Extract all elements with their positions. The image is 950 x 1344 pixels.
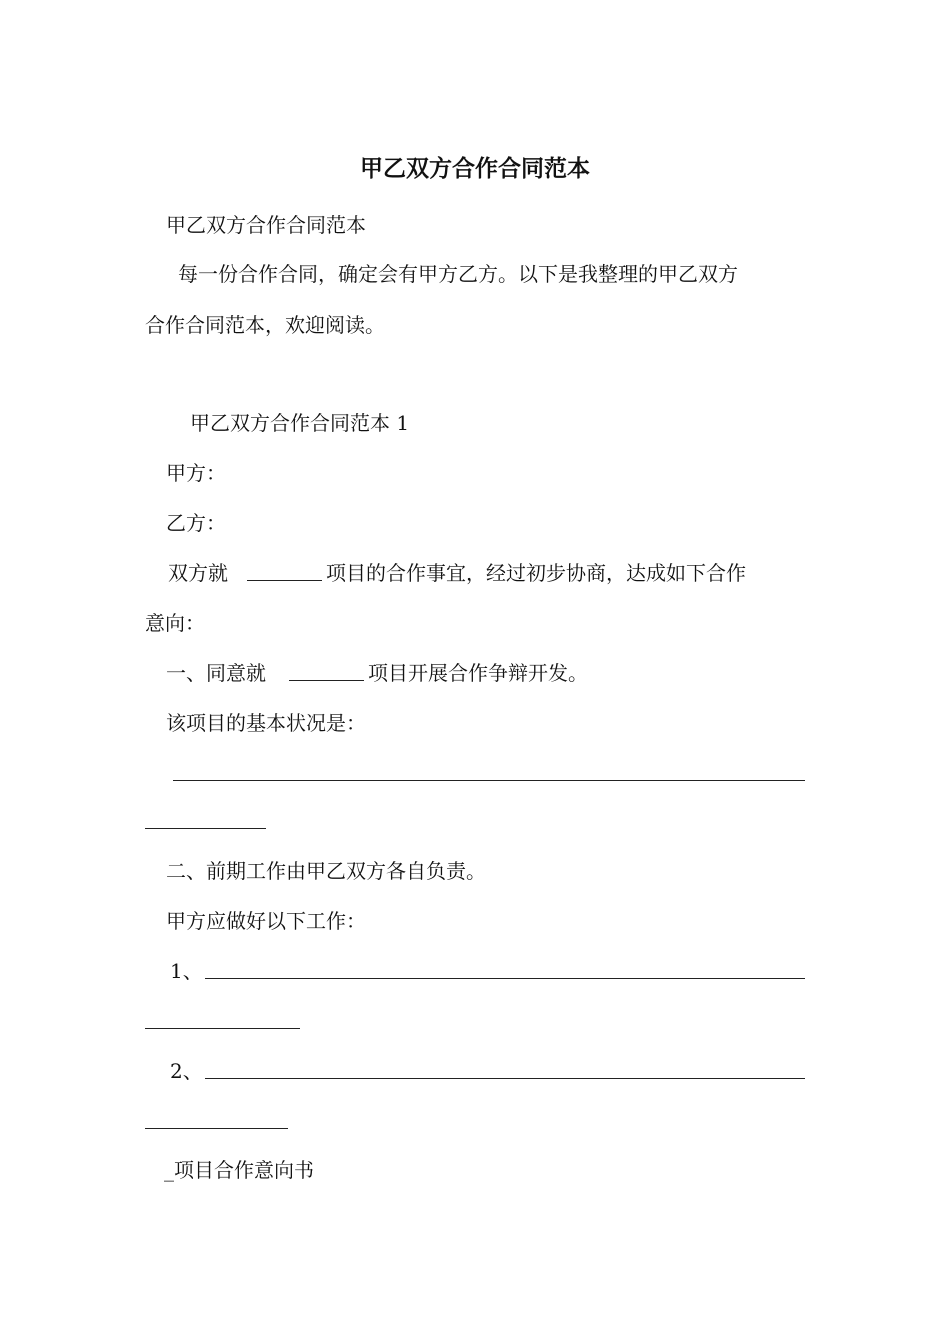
project-name-blank-2	[289, 680, 364, 681]
section-title: 甲乙双方合作合同范本 1	[190, 411, 410, 435]
item-1-prefix: 一、同意就	[166, 661, 266, 685]
clause-line-1-prefix: 双方就	[168, 561, 228, 585]
project-name-blank-1	[247, 580, 322, 581]
document-title: 甲乙双方合作合同范本	[360, 156, 590, 182]
party-a-tasks-label: 甲方应做好以下工作：	[166, 909, 366, 933]
intro-line-1: 每一份合作合同，确定会有甲方乙方。以下是我整理的甲乙双方	[178, 262, 738, 286]
clause-line-2: 意向：	[145, 611, 205, 635]
task-1-label: 1、	[170, 959, 203, 983]
project-status-blank-line-1	[173, 780, 805, 781]
party-a-label: 甲方：	[166, 461, 226, 485]
task-2-blank-line-2	[145, 1128, 288, 1129]
footer-line: _项目合作意向书	[164, 1158, 314, 1182]
item-1-suffix: 项目开展合作争辩开发。	[368, 661, 588, 685]
task-1-blank-line-2	[145, 1028, 300, 1029]
heading-repeat: 甲乙双方合作合同范本	[166, 213, 366, 237]
task-2-blank-line-1	[205, 1078, 805, 1079]
task-2-label: 2、	[170, 1059, 203, 1083]
project-status-blank-line-2	[145, 828, 266, 829]
project-status-label: 该项目的基本状况是：	[166, 711, 366, 735]
item-2: 二、前期工作由甲乙双方各自负责。	[166, 859, 486, 883]
clause-line-1-suffix: 项目的合作事宜，经过初步协商，达成如下合作	[326, 561, 746, 585]
task-1-blank-line-1	[205, 978, 805, 979]
intro-line-2: 合作合同范本，欢迎阅读。	[145, 313, 385, 337]
party-b-label: 乙方：	[166, 511, 226, 535]
